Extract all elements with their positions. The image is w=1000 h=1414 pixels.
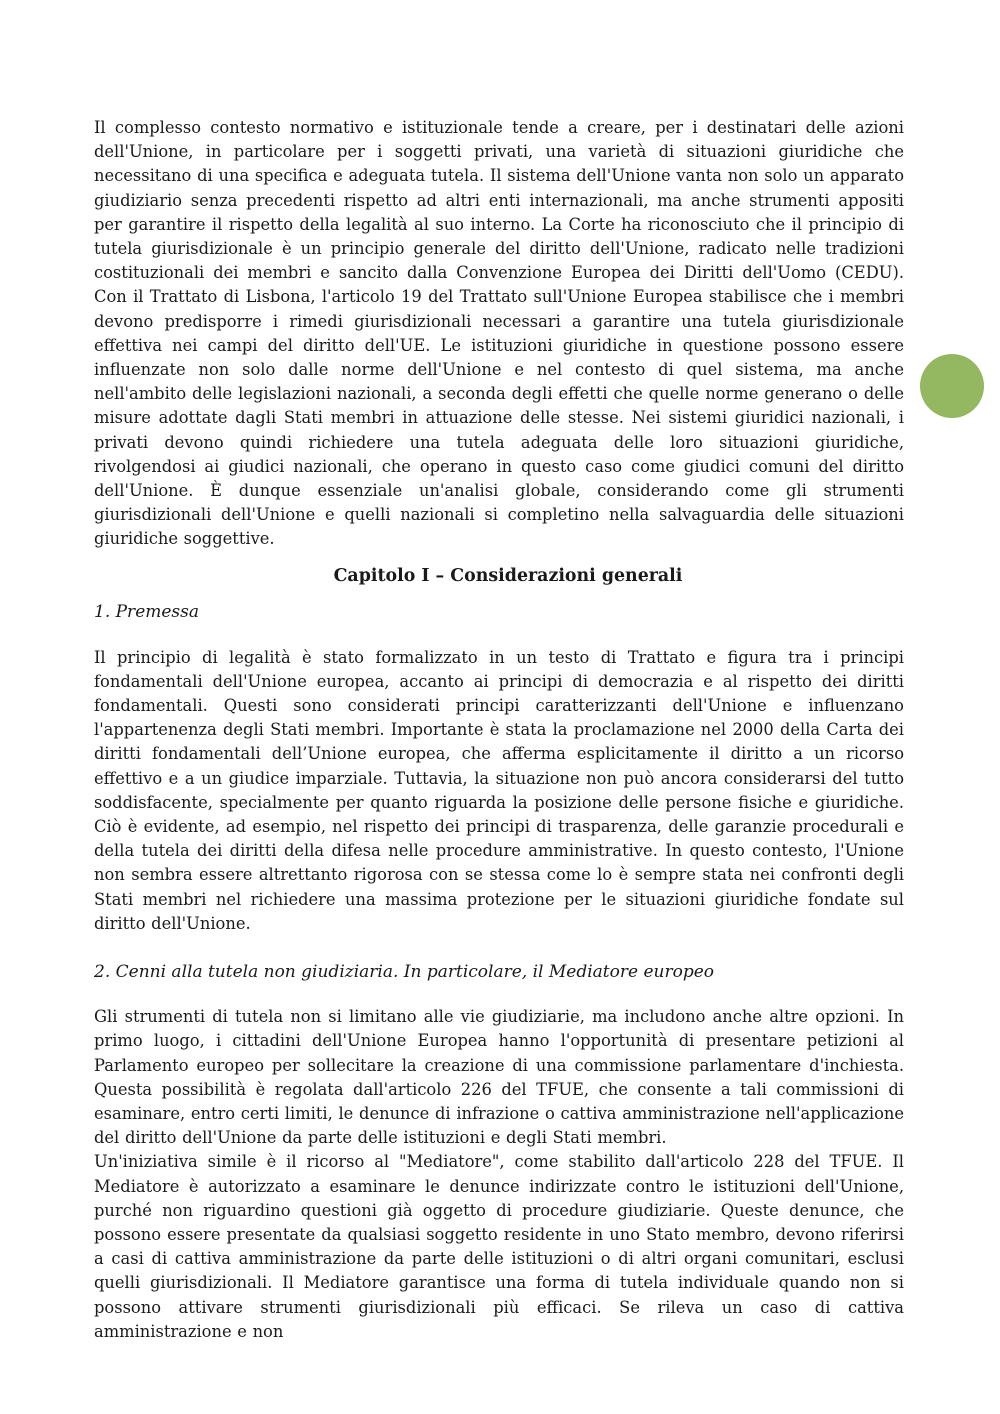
decorative-green-dot: [920, 354, 984, 418]
document-page: [94, 116, 904, 1344]
chapter-title: Capitolo I – Considerazioni generali: [333, 565, 683, 586]
section-2-title: 2. Cenni alla tutela non giudiziaria. In particolare, il Mediatore europeo: [94, 962, 714, 983]
section-1-paragraph: Il principio di legalità è stato formalizzato in un testo di Trattato e figura tra i principi fondamentali dell'Unione europea, accanto ai principi di democrazia e al rispetto dei diritti fondamentali. Questi sono considerati principi caratterizzanti dell'Unione e influenzano l'appartenenza degli Stati membri. Importante è stata la proclamazione nel 2000 della Carta dei diritti fondamentali dell’Unione europea, che afferma esplicitamente il diritto a un ricorso effettivo e a un giudice imparziale. Tuttavia, la situazione non può ancora considerarsi del tutto soddisfacente, specialmente per quanto riguarda la posizione delle persone fisiche e giuridiche. Ciò è evidente, ad esempio, nel rispetto dei principi di trasparenza, delle garanzie procedurali e della tutela dei diritti della difesa nelle procedure amministrative. In questo contesto, l'Unione non sembra essere altrettanto rigorosa con se stessa come lo è sempre stata nei confronti degli Stati membri nel richiedere una massima protezione per le situazioni giuridiche fondate sul diritto dell'Unione.: [94, 647, 904, 933]
intro-paragraph: Il complesso contesto normativo e istituzionale tende a creare, per i destinatari delle azioni dell'Unione, in particolare per i soggetti privati, una varietà di situazioni giuridiche che necessitano di una specifica e adeguata tutela. Il sistema dell'Unione vanta non solo un apparato giudiziario senza precedenti rispetto ad altri enti internazionali, ma anche strumenti appositi per garantire il rispetto della legalità al suo interno. La Corte ha riconosciuto che il principio di tutela giurisdizionale è un principio generale del diritto dell'Unione, radicato nelle tradizioni costituzionali dei membri e sancito dalla Convenzione Europea dei Diritti dell'Uomo (CEDU). Con il Trattato di Lisbona, l'articolo 19 del Trattato sull'Unione Europea stabilisce che i membri devono predisporre i rimedi giurisdizionali necessari a garantire una tutela giurisdizionale effettiva nei campi del diritto dell'UE. Le istituzioni giuridiche in questione possono essere influenzate non solo dalle norme dell'Unione e nel contesto di quel sistema, ma anche nell'ambito delle legislazioni nazionali, a seconda degli effetti che quelle norme generano o delle misure adottate dagli Stati membri in attuazione delle stesse. Nei sistemi giuridici nazionali, i privati devono quindi richiedere una tutela adeguata delle loro situazioni giuridiche, rivolgendosi ai giudici nazionali, che operano in questo caso come giudici comuni del diritto dell'Unione. È dunque essenziale un'analisi globale, considerando come gli strumenti giurisdizionali dell'Unione e quelli nazionali si completino nella salvaguardia delle situazioni giuridiche soggettive.: [94, 118, 904, 549]
section-2-paragraph-2: Un'iniziativa simile è il ricorso al "Mediatore", come stabilito dall'articolo 228 del TFUE. Il Mediatore è autorizzato a esaminare le denunce indirizzate contro le istituzioni dell'Unione, purché non riguardino questioni già oggetto di procedure giudiziarie. Queste denunce, che possono essere presentate da qualsiasi soggetto residente in uno Stato membro, devono riferirsi a casi di cattiva amministrazione da parte delle istituzioni o di altri organi comunitari, esclusi quelli giurisdizionali. Il Mediatore garantisce una forma di tutela individuale quando non si possono attivare strumenti giurisdizionali più efficaci. Se rileva un caso di cattiva amministrazione e non: [94, 1152, 904, 1341]
section-1-title: 1. Premessa: [94, 601, 200, 622]
section-2-paragraph-1: Gli strumenti di tutela non si limitano alle vie giudiziarie, ma includono anche altre opzioni. In primo luogo, i cittadini dell'Unione Europea hanno l'opportunità di presentare petizioni al Parlamento europeo per sollecitare la creazione di una commissione parlamentare d'inchiesta. Questa possibilità è regolata dall'articolo 226 del TFUE, che consente a tali commissioni di esaminare, entro certi limiti, le denunce di infrazione o cattiva amministrazione nell'applicazione del diritto dell'Unione da parte delle istituzioni e degli Stati membri.: [94, 1007, 904, 1148]
